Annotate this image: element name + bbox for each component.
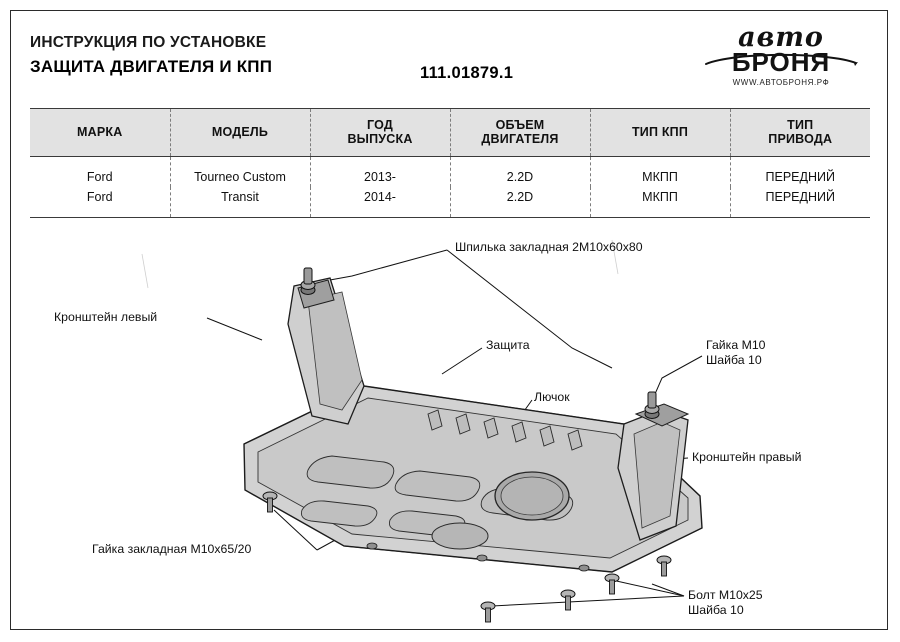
col-header-year: ГОД ВЫПУСКА — [310, 109, 450, 157]
table-row — [30, 156, 870, 187]
lower-oval-recess — [432, 523, 488, 549]
table-bottom-rule — [30, 217, 870, 218]
callout-nut-washer — [706, 338, 766, 369]
logo-word-bronya: БРОНЯ — [731, 47, 831, 77]
cell-drive: ПЕРЕДНИЙ — [730, 187, 870, 217]
callout-shield: Защита — [486, 338, 530, 352]
logo-url: WWW.АВТОБРОНЯ.РФ — [732, 78, 830, 88]
col-header-drive: ТИП ПРИВОДА — [730, 109, 870, 157]
callout-bolt-washer — [688, 588, 763, 619]
col-header-engine: ОБЪЕМ ДВИГАТЕЛЯ — [450, 109, 590, 157]
cell-model: Tourneo Custom — [170, 156, 310, 187]
header-subtitle: ИНСТРУКЦИЯ ПО УСТАНОВКЕ — [30, 34, 267, 51]
callout-hatch: Лючок — [534, 390, 570, 404]
cell-drive: ПЕРЕДНИЙ — [730, 156, 870, 187]
page-title: ЗАЩИТА ДВИГАТЕЛЯ И КПП — [30, 57, 273, 76]
spec-table — [30, 108, 870, 218]
cell-year: 2013- — [310, 156, 450, 187]
skid-plate-illustration — [12, 228, 888, 628]
stud-right — [648, 392, 656, 408]
cell-year: 2014- — [310, 187, 450, 217]
brand-logo — [696, 24, 866, 87]
callout-bracket-right: Кронштейн правый — [692, 450, 802, 464]
callout-stud: Шпилька закладная 2М10х60х80 — [455, 240, 643, 254]
stud-left — [304, 268, 312, 284]
cell-gearbox: МКПП — [590, 156, 730, 187]
technical-drawing — [12, 228, 888, 628]
cell-model: Transit — [170, 187, 310, 217]
cell-engine: 2.2D — [450, 156, 590, 187]
cell-engine: 2.2D — [450, 187, 590, 217]
col-header-model: МОДЕЛЬ — [170, 109, 310, 157]
callout-nut-washer-line2: Шайба 10 — [706, 353, 762, 368]
bracket-left-part — [288, 268, 364, 424]
callout-bracket-left: Кронштейн левый — [54, 310, 158, 324]
table-row — [30, 187, 870, 217]
cell-brand: Ford — [86, 190, 113, 204]
col-header-brand: МАРКА — [30, 109, 170, 157]
col-header-gearbox: ТИП КПП — [590, 109, 730, 157]
product-code: 111.01879.1 — [420, 64, 514, 82]
callout-embedded-nut: Гайка закладная М10х65/20 — [92, 542, 252, 556]
callout-bolt-washer-line2: Шайба 10 — [688, 603, 744, 618]
table-header-row — [30, 109, 870, 157]
callout-nut-washer-line1: Гайка М10 — [706, 338, 766, 352]
cell-gearbox: МКПП — [590, 187, 730, 217]
logo-word-auto: авто — [738, 22, 824, 53]
cell-brand: Ford — [86, 169, 113, 184]
callout-bolt-washer-line1: Болт М10х25 — [688, 588, 763, 602]
